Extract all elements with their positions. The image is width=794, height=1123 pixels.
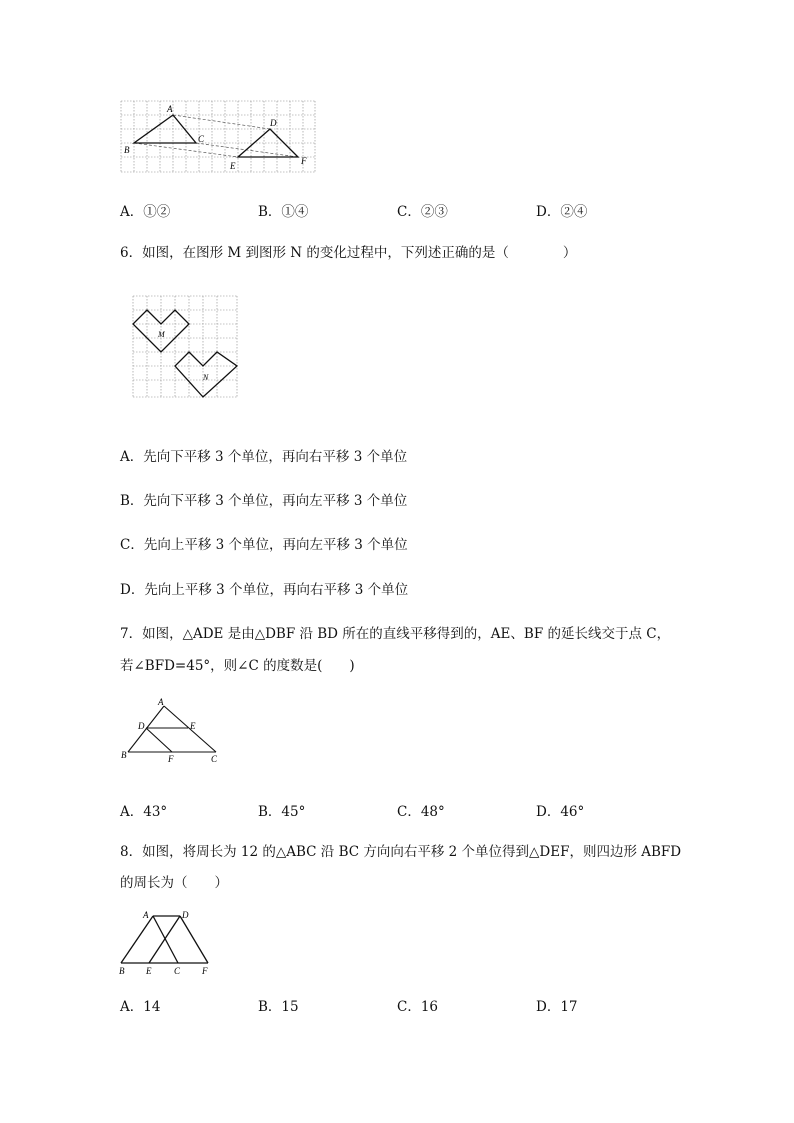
label-d: D bbox=[182, 910, 189, 920]
q7-option-c[interactable] bbox=[397, 800, 445, 820]
q7-option-a[interactable] bbox=[120, 800, 167, 820]
option-letter: D． bbox=[536, 204, 561, 220]
q7-figure-triangles bbox=[118, 695, 228, 765]
q6-option-d[interactable]: D．先向上平移 3 个单位，再向右平移 3 个单位 bbox=[120, 582, 409, 598]
option-text: ①④ bbox=[281, 204, 309, 220]
option-text: 43° bbox=[143, 804, 168, 820]
label-e: E bbox=[190, 721, 196, 731]
q8-option-c[interactable] bbox=[397, 995, 438, 1015]
label-c: C bbox=[198, 134, 205, 144]
option-letter: C． bbox=[397, 999, 421, 1015]
q6-option-b[interactable]: B．先向下平移 3 个单位，再向左平移 3 个单位 bbox=[120, 493, 408, 509]
option-letter: D． bbox=[536, 804, 561, 820]
q5-figure-grid-triangles bbox=[118, 98, 318, 174]
q6-option-a[interactable]: A．先向下平移 3 个单位，再向右平移 3 个单位 bbox=[120, 449, 408, 465]
label-e: E bbox=[146, 966, 152, 976]
option-text: ②③ bbox=[420, 204, 448, 220]
label-a: A bbox=[167, 104, 173, 114]
label-n: N bbox=[203, 373, 209, 382]
label-f: F bbox=[202, 966, 208, 976]
option-text: 17 bbox=[560, 999, 578, 1015]
label-m: M bbox=[158, 330, 165, 339]
q8-option-d[interactable] bbox=[536, 995, 578, 1015]
option-letter: B． bbox=[258, 804, 282, 820]
option-text: 16 bbox=[420, 999, 439, 1015]
q6-option-c[interactable]: C．先向上平移 3 个单位，再向左平移 3 个单位 bbox=[120, 537, 408, 553]
q7-stem-line1: 7．如图，△ADE 是由△DBF 沿 BD 所在的直线平移得到的，AE、BF 的延长线交于点 C， bbox=[120, 626, 671, 642]
q7-option-b[interactable] bbox=[258, 800, 305, 820]
option-text: 48° bbox=[420, 804, 445, 820]
label-a: A bbox=[158, 697, 164, 707]
label-c: C bbox=[174, 966, 181, 976]
option-letter: D． bbox=[536, 999, 561, 1015]
option-text: 45° bbox=[281, 804, 306, 820]
q8-stem-line2: 的周长为（ ） bbox=[120, 875, 228, 891]
label-a: A bbox=[143, 910, 149, 920]
label-d: D bbox=[138, 721, 145, 731]
q8-figure-translated-triangles bbox=[116, 906, 216, 978]
option-text: ②④ bbox=[560, 204, 588, 220]
q7-stem-line2: 若∠BFD=45°，则∠C 的度数是( ) bbox=[120, 658, 355, 674]
q7-option-d[interactable] bbox=[536, 800, 584, 820]
option-letter: A． bbox=[120, 204, 144, 220]
option-letter: A． bbox=[120, 804, 144, 820]
label-b: B bbox=[121, 750, 127, 760]
label-e: E bbox=[230, 161, 236, 171]
q6-figure-hearts-grid bbox=[130, 293, 240, 399]
q5-option-a[interactable] bbox=[120, 200, 170, 220]
option-text: ①② bbox=[143, 204, 171, 220]
q8-stem-line1: 8．如图，将周长为 12 的△ABC 沿 BC 方向向右平移 2 个单位得到△DEF，则四边形 ABFD bbox=[120, 844, 682, 860]
label-c: C bbox=[211, 754, 218, 764]
q5-option-c[interactable] bbox=[397, 200, 448, 220]
label-b: B bbox=[119, 966, 125, 976]
option-letter: C． bbox=[397, 804, 421, 820]
label-b: B bbox=[124, 145, 130, 155]
option-letter: B． bbox=[258, 204, 282, 220]
option-letter: C． bbox=[397, 204, 421, 220]
option-letter: A． bbox=[120, 999, 144, 1015]
label-d: D bbox=[270, 118, 277, 128]
q6-stem: 6．如图，在图形 M 到图形 N 的变化过程中，下列述正确的是（ ） bbox=[120, 245, 577, 261]
option-text: 15 bbox=[281, 999, 299, 1015]
q8-option-b[interactable] bbox=[258, 995, 299, 1015]
q8-option-a[interactable] bbox=[120, 995, 160, 1015]
option-text: 46° bbox=[560, 804, 585, 820]
q5-option-d[interactable] bbox=[536, 200, 587, 220]
label-f: F bbox=[301, 156, 307, 166]
option-letter: B． bbox=[258, 999, 282, 1015]
option-text: 14 bbox=[143, 999, 161, 1015]
label-f: F bbox=[168, 754, 174, 764]
q5-option-b[interactable] bbox=[258, 200, 308, 220]
